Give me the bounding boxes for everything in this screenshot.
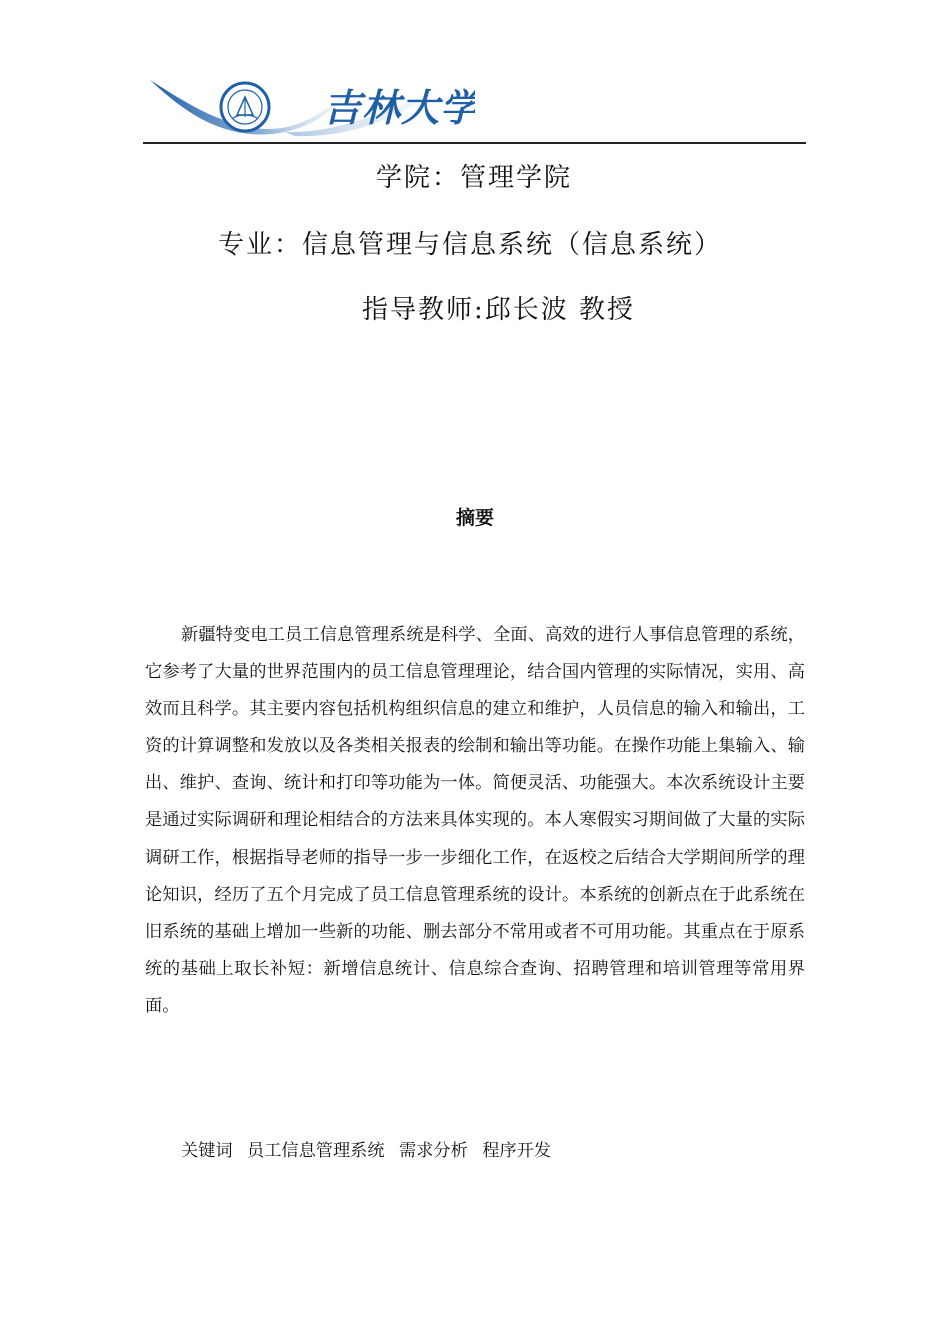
keyword-item: 程序开发 (482, 1141, 552, 1161)
keywords-line (181, 1137, 560, 1165)
keyword-item: 需求分析 (399, 1141, 468, 1161)
major-line: 专业：信息管理与信息系统（信息系统） (218, 230, 723, 260)
header-divider (143, 142, 806, 144)
university-seal-icon (221, 83, 269, 131)
college-line: 学院：管理学院 (376, 163, 573, 193)
keyword-item: 员工信息管理系统 (247, 1141, 385, 1161)
advisor-line: 指导教师:邱长波 教授 (362, 295, 636, 325)
abstract-title: 摘要 (455, 507, 494, 529)
abstract-body: 新疆特变电工员工信息管理系统是科学、全面、高效的进行人事信息管理的系统，它参考了大量的世界范围内的员工信息管理理论，结合国内管理的实际情况，实用、高效而且科学。其主要内容包括机构组织信息的建立和维护，人员信息的输入和输出，工资的计算调整和发放以及各类相关报表的绘制和输出等功能。在操作功能上集输入、输出、维护、查询、统计和打印等功能为一体。简便灵活、功能强大。本次系统设计主要是通过实际调研和理论相结合的方法来具体实现的。本人寒假实习期间做了大量的实际调研工作，根据指导老师的指导一步一步细化工作，在返校之后结合大学期间所学的理论知识，经历了五个月完成了员工信息管理系统的设计。本系统的创新点在于此系统在旧系统的基础上增加一些新的功能、删去部分不常用或者不可用功能。其重点在于原系统的基础上取长补短：新增信息统计、信息综合查询、招聘管理和培训管理等常用界面。 (145, 625, 805, 1016)
keywords-label: 关键词 (181, 1141, 233, 1161)
university-logo (145, 72, 475, 138)
logo-wordmark: 吉林大学 (323, 85, 475, 130)
university-logo-graphic (145, 72, 475, 138)
